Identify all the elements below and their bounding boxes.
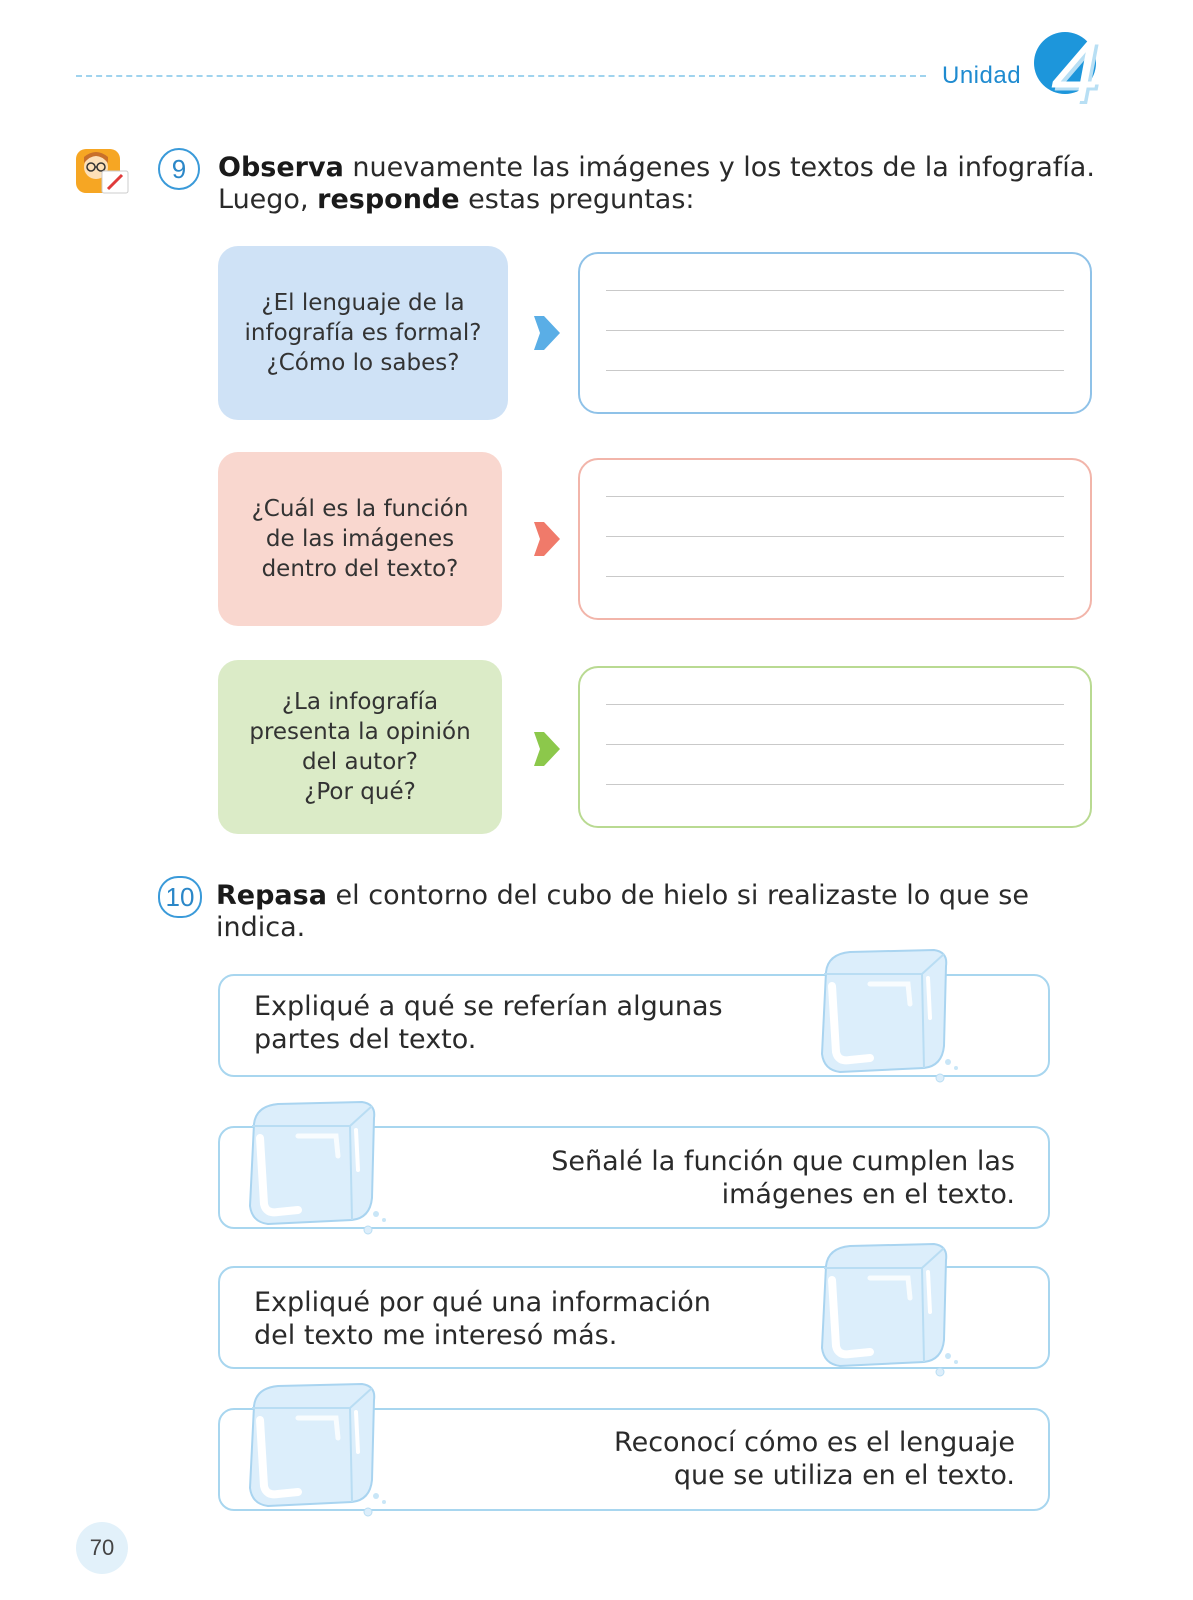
ice-cube-icon[interactable]: [238, 1096, 388, 1236]
ice-cube-icon[interactable]: [810, 1238, 960, 1378]
answer-box-2[interactable]: [578, 458, 1092, 620]
arrow-right-icon: [534, 312, 560, 354]
page-number: 70: [76, 1522, 128, 1574]
self-check-text: Reconocí cómo es el lenguaje que se utiliza en el texto.: [614, 1427, 1015, 1491]
question-text: ¿Cuál es la función de las imágenes dentro del texto?: [251, 496, 469, 582]
arrow-right-icon: [534, 518, 560, 560]
activity-10-instruction: Repasa el contorno del cubo de hielo si realizaste lo que se indica.: [216, 880, 1029, 943]
activity-number-9: 9: [158, 148, 200, 190]
instruction-keyword: responde: [317, 184, 460, 215]
activity-number-10: 10: [158, 876, 202, 918]
unit-number: 4: [1051, 24, 1099, 120]
self-check-text: Expliqué a qué se referían algunas partes del texto.: [254, 991, 723, 1055]
unit-label: Unidad: [942, 62, 1022, 89]
self-check-text: Señalé la función que cumplen las imágenes en el texto.: [551, 1146, 1015, 1210]
student-writing-icon: [74, 145, 132, 197]
question-box-images: [218, 452, 502, 626]
arrow-right-icon: [534, 728, 560, 770]
question-box-opinion: [218, 660, 502, 834]
header-dashed-line: [76, 75, 926, 77]
activity-9-instruction: Observa nuevamente las imágenes y los textos de la infografía. Luego, responde estas preguntas:: [218, 152, 1095, 215]
ice-cube-icon[interactable]: [238, 1378, 388, 1518]
question-text: ¿La infografía presenta la opinión del autor? ¿Por qué?: [249, 689, 471, 805]
self-check-text: Expliqué por qué una información del texto me interesó más.: [254, 1287, 711, 1351]
instruction-keyword: Observa: [218, 152, 344, 183]
answer-box-1[interactable]: [578, 252, 1092, 414]
instruction-keyword: Repasa: [216, 880, 327, 911]
ice-cube-icon[interactable]: [810, 944, 960, 1084]
question-box-language: [218, 246, 508, 420]
answer-box-3[interactable]: [578, 666, 1092, 828]
question-text: ¿El lenguaje de la infografía es formal? ¿Cómo lo sabes?: [244, 290, 482, 376]
